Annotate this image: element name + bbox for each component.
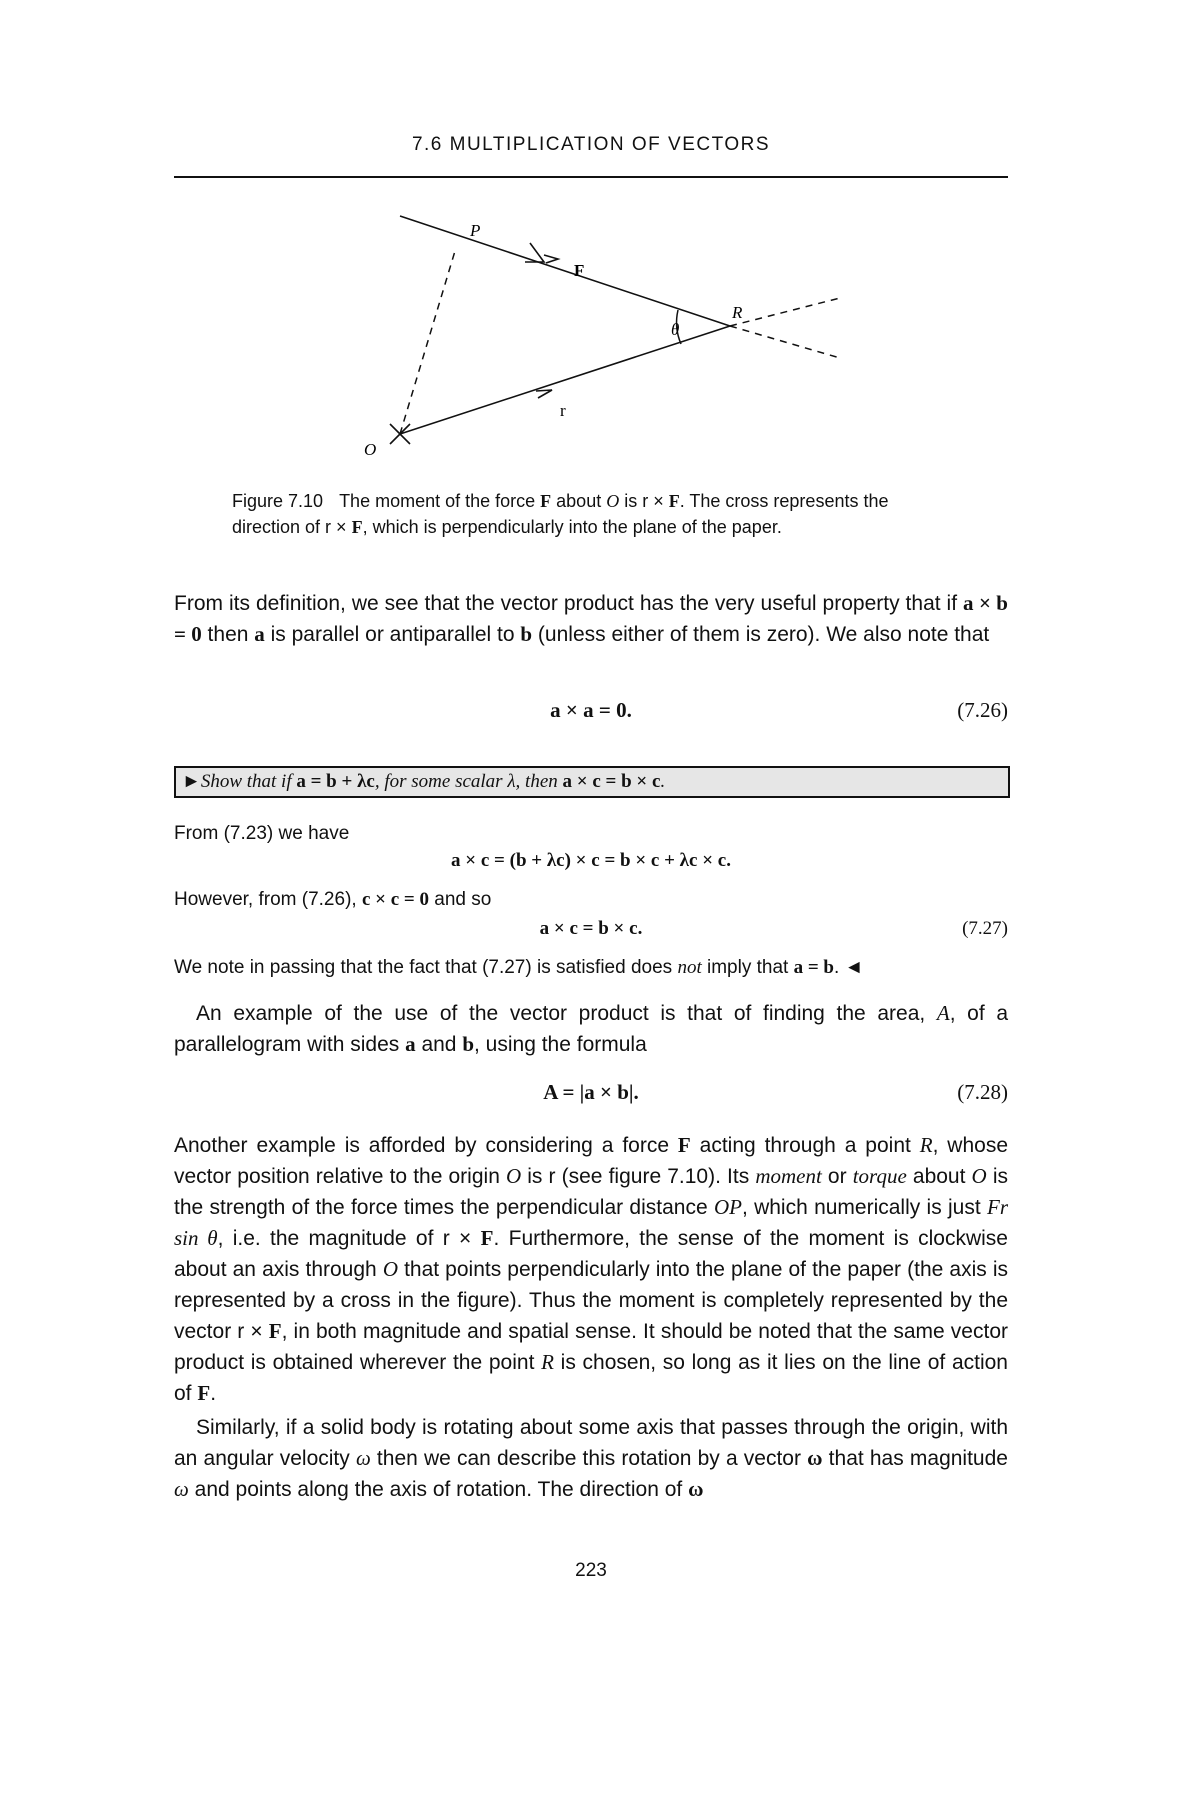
page-number: 223	[575, 1560, 607, 1581]
paragraph-4: Similarly, if a solid body is rotating about some axis that passes through the origin, with an angular velocity ω then we can describe this rotation by a vector ω that has magnitude ω and points along the axis of rotation. The direction of ω	[174, 1416, 1008, 1501]
perpendicular-OP	[400, 251, 455, 434]
paragraph-3: Another example is afforded by considering a force F acting through a point R, whose vector position relative to the origin O is r (see figure 7.10). Its moment or torque about O is the strength of the force times the perpendicular distance OP, which numerically is just Fr sin θ, i.e. the magnitude of r × F. Furthermore, the sense of the moment is clockwise about an axis through O that points perpendicularly into the plane of the paper (the axis is represented by a cross in the figure). Thus the moment is completely represented by the vector r × F, in both magnitude and spatial sense. It should be noted that the same vector product is obtained wherever the point R is chosen, so long as it lies on the line of action of F.	[174, 1133, 1009, 1405]
extension-line-1	[730, 298, 840, 326]
paragraph-1: From its definition, we see that the vector product has the very useful property that if a × b = 0 then a is parallel or antiparallel to b (unless either of them is zero). We also note that	[174, 591, 1008, 646]
label-R: R	[732, 303, 743, 322]
force-arrowhead	[544, 255, 558, 263]
example-box: ►Show that if a = b + λc, for some scalar λ, then a × c = b × c.	[174, 766, 1010, 798]
equation-7-26: a × a = 0. (7.26)	[550, 698, 1008, 722]
position-arrowhead	[536, 390, 552, 398]
label-P: P	[470, 221, 481, 240]
extension-line-2	[730, 326, 840, 358]
label-O: O	[364, 440, 377, 459]
solution-line-1: From (7.23) we have	[174, 823, 350, 844]
header-rule	[174, 176, 1008, 178]
figure-7-10	[340, 190, 840, 470]
label-r: r	[560, 401, 566, 420]
running-head: 7.6 MULTIPLICATION OF VECTORS	[411, 134, 771, 155]
equation-7-28: A = |a × b|. (7.28)	[543, 1080, 1008, 1104]
solution-line-2: However, from (7.26), c × c = 0 and so	[174, 889, 492, 910]
equation-7-27: a × c = b × c. (7.27)	[539, 918, 1008, 939]
paragraph-2: An example of the use of the vector product is that of finding the area, A, of a parallelogram with sides a and b, using the formula	[174, 1001, 1008, 1056]
label-F: F	[574, 261, 585, 280]
solution-equation-1: a × c = (b + λc) × c = b × c + λc × c.	[451, 850, 731, 871]
solution-line-3: We note in passing that the fact that (7.27) is satisfied does not imply that a = b. ◄	[174, 957, 864, 978]
figure-caption: Figure 7.10 The moment of the force F about O is r × F. The cross represents the direction of r × F, which is perpendicularly into the plane of the paper.	[232, 491, 889, 537]
label-theta: θ	[671, 320, 680, 339]
